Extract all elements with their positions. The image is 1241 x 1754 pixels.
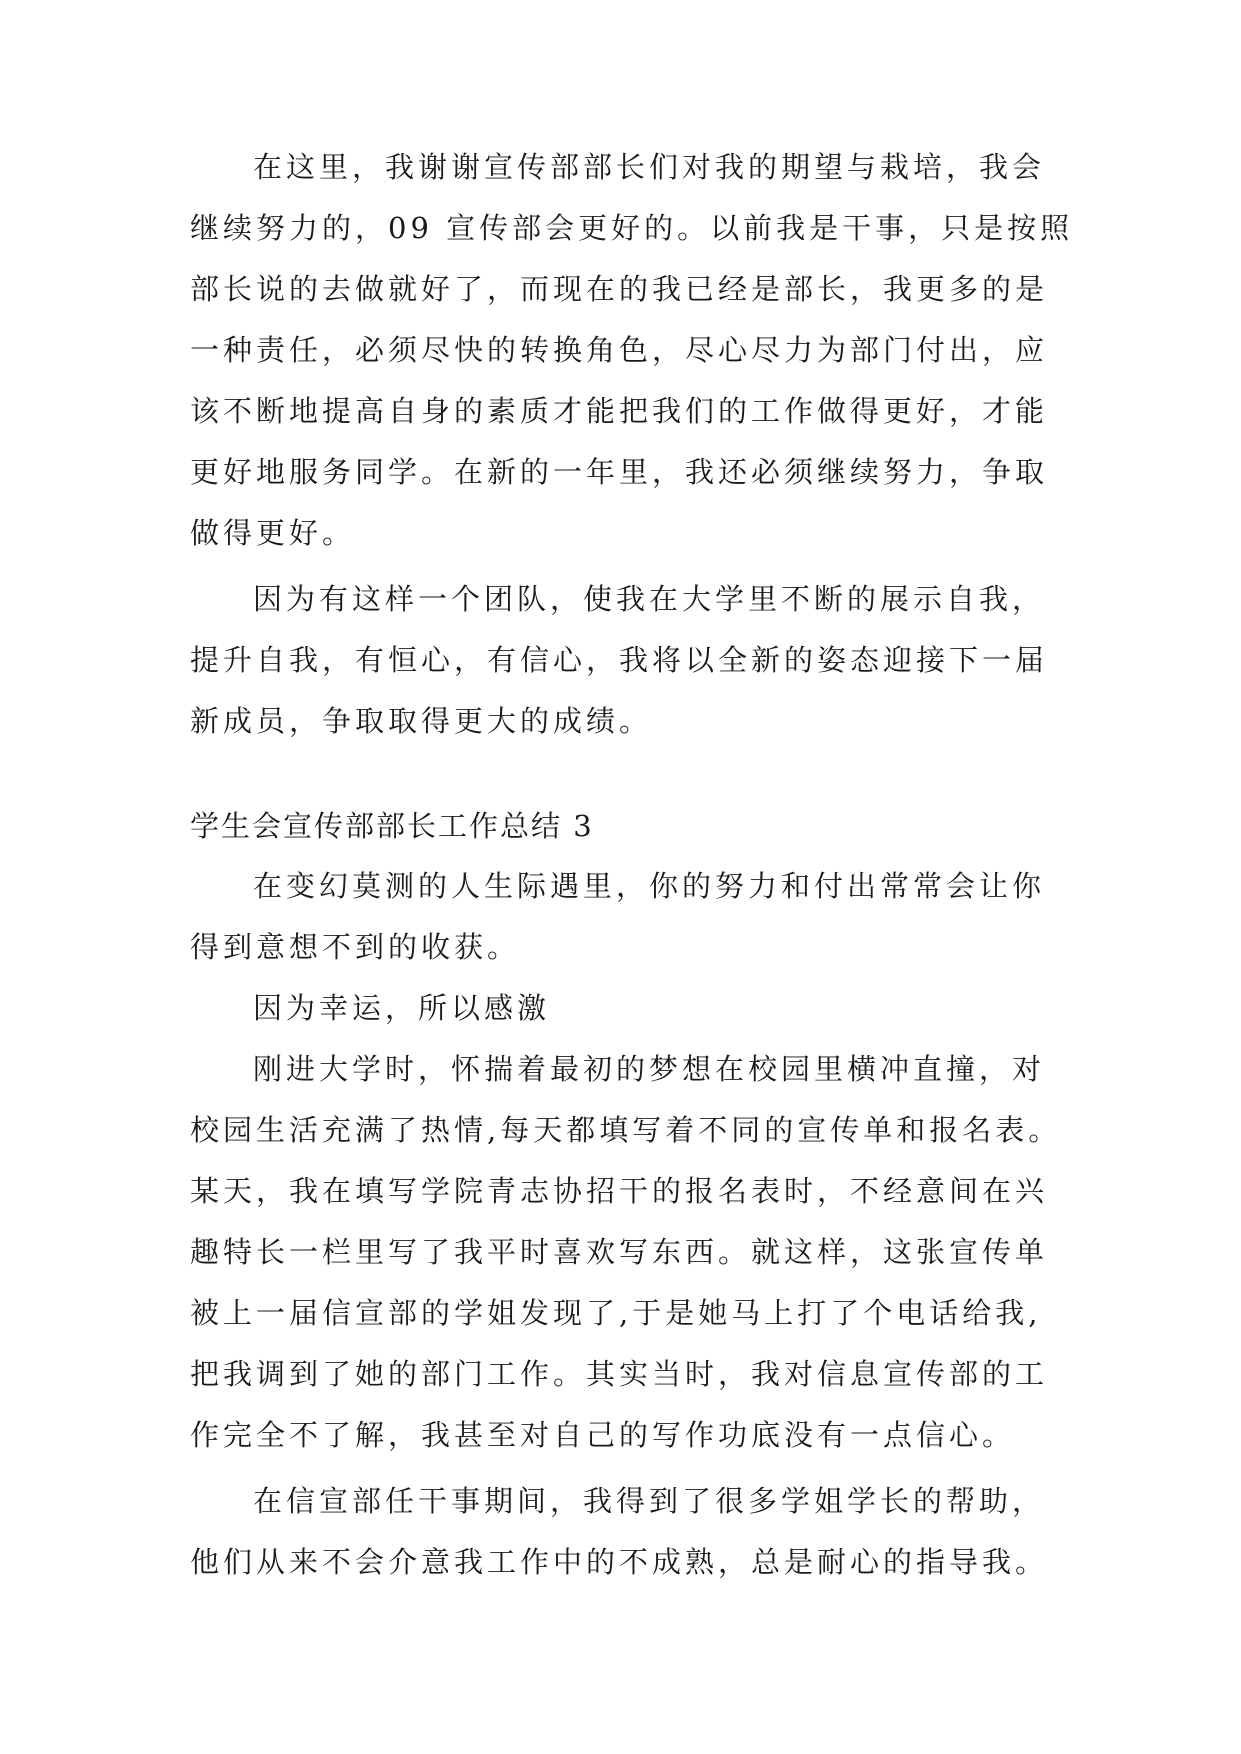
section-paragraph-4-line-1: 在信宣部任干事期间，我得到了很多学姐学长的帮助， [253,1484,1046,1518]
paragraph-1-line-2: 继续努力的，09 宣传部会更好的。以前我是干事，只是按照 [190,211,1074,245]
section-paragraph-3-line-3: 某天，我在填写学院青志协招干的报名表时，不经意间在兴 [190,1174,1049,1208]
section-paragraph-3-line-2: 校园生活充满了热情,每天都填写着不同的宣传单和报名表。 [190,1113,1062,1147]
paragraph-1-line-4: 一种责任，必须尽快的转换角色，尽心尽力为部门付出，应 [190,333,1049,367]
paragraph-1-line-5: 该不断地提高自身的素质才能把我们的工作做得更好，才能 [190,394,1049,428]
section-paragraph-3-line-7: 作完全不了解，我甚至对自己的写作功底没有一点信心。 [190,1418,1016,1452]
paragraph-1-line-6: 更好地服务同学。在新的一年里，我还必须继续努力，争取 [190,455,1049,489]
paragraph-2-line-3: 新成员，争取取得更大的成绩。 [190,704,653,738]
section-paragraph-3-line-1: 刚进大学时，怀揣着最初的梦想在校园里横冲直撞，对 [253,1052,1046,1086]
section-heading: 学生会宣传部部长工作总结 3 [190,809,594,843]
paragraph-1-line-7: 做得更好。 [190,516,356,550]
section-paragraph-4-line-2: 他们从来不会介意我工作中的不成熟，总是耐心的指导我。 [190,1545,1049,1579]
section-paragraph-3-line-4: 趣特长一栏里写了我平时喜欢写东西。就这样，这张宣传单 [190,1235,1049,1269]
section-paragraph-1-line-1: 在变幻莫测的人生际遇里，你的努力和付出常常会让你 [253,869,1046,903]
paragraph-1-line-1: 在这里，我谢谢宣传部部长们对我的期望与栽培，我会 [253,150,1046,184]
paragraph-1-line-3: 部长说的去做就好了，而现在的我已经是部长，我更多的是 [190,272,1049,306]
paragraph-2-line-1: 因为有这样一个团队，使我在大学里不断的展示自我， [253,582,1046,616]
section-paragraph-3-line-5: 被上一届信宣部的学姐发现了,于是她马上打了个电话给我, [190,1296,1042,1330]
section-paragraph-3-line-6: 把我调到了她的部门工作。其实当时，我对信息宣传部的工 [190,1357,1049,1391]
section-paragraph-1-line-2: 得到意想不到的收获。 [190,930,521,964]
paragraph-2-line-2: 提升自我，有恒心，有信心，我将以全新的姿态迎接下一届 [190,643,1049,677]
section-paragraph-2-line-1: 因为幸运，所以感激 [253,991,551,1025]
